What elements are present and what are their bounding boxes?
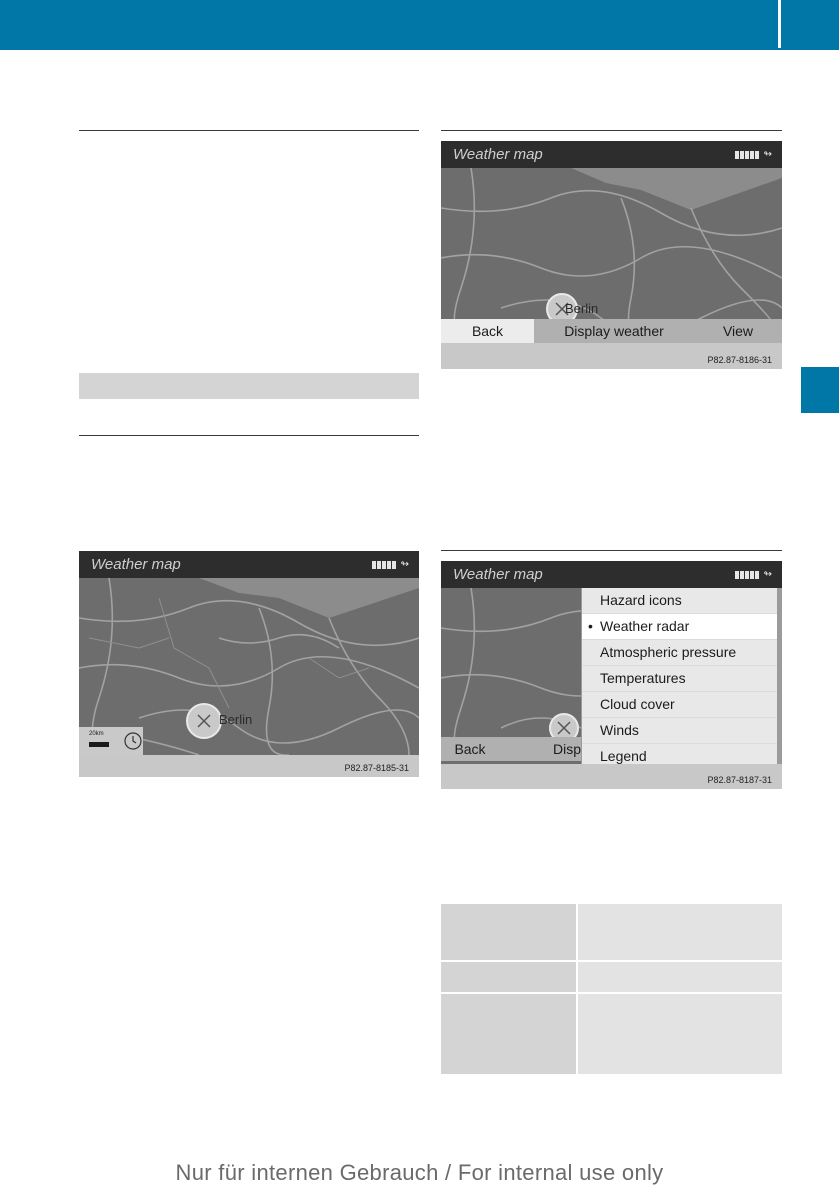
menu-scrollbar[interactable]: [777, 588, 782, 764]
display-weather-button[interactable]: Display weather: [564, 323, 664, 339]
section-rule: [441, 550, 782, 551]
menu-item-label: Weather radar: [600, 618, 690, 634]
weather-map-screen: [441, 561, 782, 789]
back-button[interactable]: Back: [441, 319, 534, 343]
status-indicators: [735, 150, 772, 160]
city-label: Berlin: [219, 712, 253, 727]
back-button[interactable]: Back: [454, 741, 486, 757]
map-scale[interactable]: [79, 727, 143, 755]
menu-item-cloud-cover[interactable]: [582, 692, 778, 718]
table-cell: [578, 994, 782, 1074]
screen-footer: [441, 764, 782, 789]
softkey-bar: [441, 737, 581, 761]
menu-item-label: Winds: [600, 722, 639, 738]
figure-code: P82.87-8187-31: [707, 775, 772, 785]
status-indicators: [735, 570, 772, 580]
signal-strength-icon: [735, 571, 759, 579]
table-cell: [578, 904, 782, 960]
clock-icon: [123, 731, 143, 751]
screen-footer: [79, 755, 419, 777]
menu-item-winds[interactable]: [582, 718, 778, 744]
scale-bar: [89, 742, 109, 747]
table-cell: [441, 962, 576, 992]
weather-map-screen: [441, 141, 782, 369]
weather-view-menu: [581, 588, 778, 764]
selected-bullet-icon: •: [588, 618, 593, 634]
menu-item-hazard-icons[interactable]: [582, 588, 778, 614]
route-icon: ↬: [763, 569, 772, 580]
softkey-bar: [441, 319, 782, 343]
weather-map-screen: [79, 551, 419, 777]
table-cell: [441, 994, 576, 1074]
menu-item-weather-radar[interactable]: [582, 614, 778, 640]
screen-title: Weather map: [441, 141, 782, 168]
display-weather-button[interactable]: Disp: [552, 741, 581, 757]
info-band: [79, 373, 419, 399]
route-icon: ↬: [763, 149, 772, 160]
menu-item-atmospheric-pressure[interactable]: [582, 640, 778, 666]
figure-code: P82.87-8185-31: [344, 763, 409, 773]
menu-item-label: Legend: [600, 748, 647, 764]
menu-item-label: Temperatures: [600, 670, 686, 686]
route-icon: ↬: [400, 559, 409, 570]
section-rule: [441, 130, 782, 131]
screen-title: Weather map: [441, 561, 782, 588]
table-cell: [441, 904, 576, 960]
menu-item-label: Atmospheric pressure: [600, 644, 737, 660]
view-button[interactable]: View: [722, 323, 754, 339]
section-rule: [79, 435, 419, 436]
signal-strength-icon: [735, 151, 759, 159]
header-bar: [0, 0, 839, 50]
menu-item-label: Cloud cover: [600, 696, 675, 712]
menu-item-label: Hazard icons: [600, 592, 682, 608]
screen-title: Weather map: [79, 551, 419, 578]
internal-use-note: Nur für internen Gebrauch / For internal use only: [175, 1160, 664, 1185]
chapter-tab: [801, 367, 839, 413]
signal-strength-icon: [372, 561, 396, 569]
screen-footer: [441, 343, 782, 369]
figure-code: P82.87-8186-31: [707, 355, 772, 365]
scale-label: 20km: [89, 731, 104, 737]
city-label: Berlin: [565, 301, 599, 316]
status-indicators: [372, 560, 409, 570]
vehicle-position-icon: [184, 701, 224, 741]
section-rule: [79, 130, 419, 131]
table-cell: [578, 962, 782, 992]
map-canvas: [441, 168, 782, 321]
menu-item-temperatures[interactable]: [582, 666, 778, 692]
header-divider: [778, 0, 781, 48]
